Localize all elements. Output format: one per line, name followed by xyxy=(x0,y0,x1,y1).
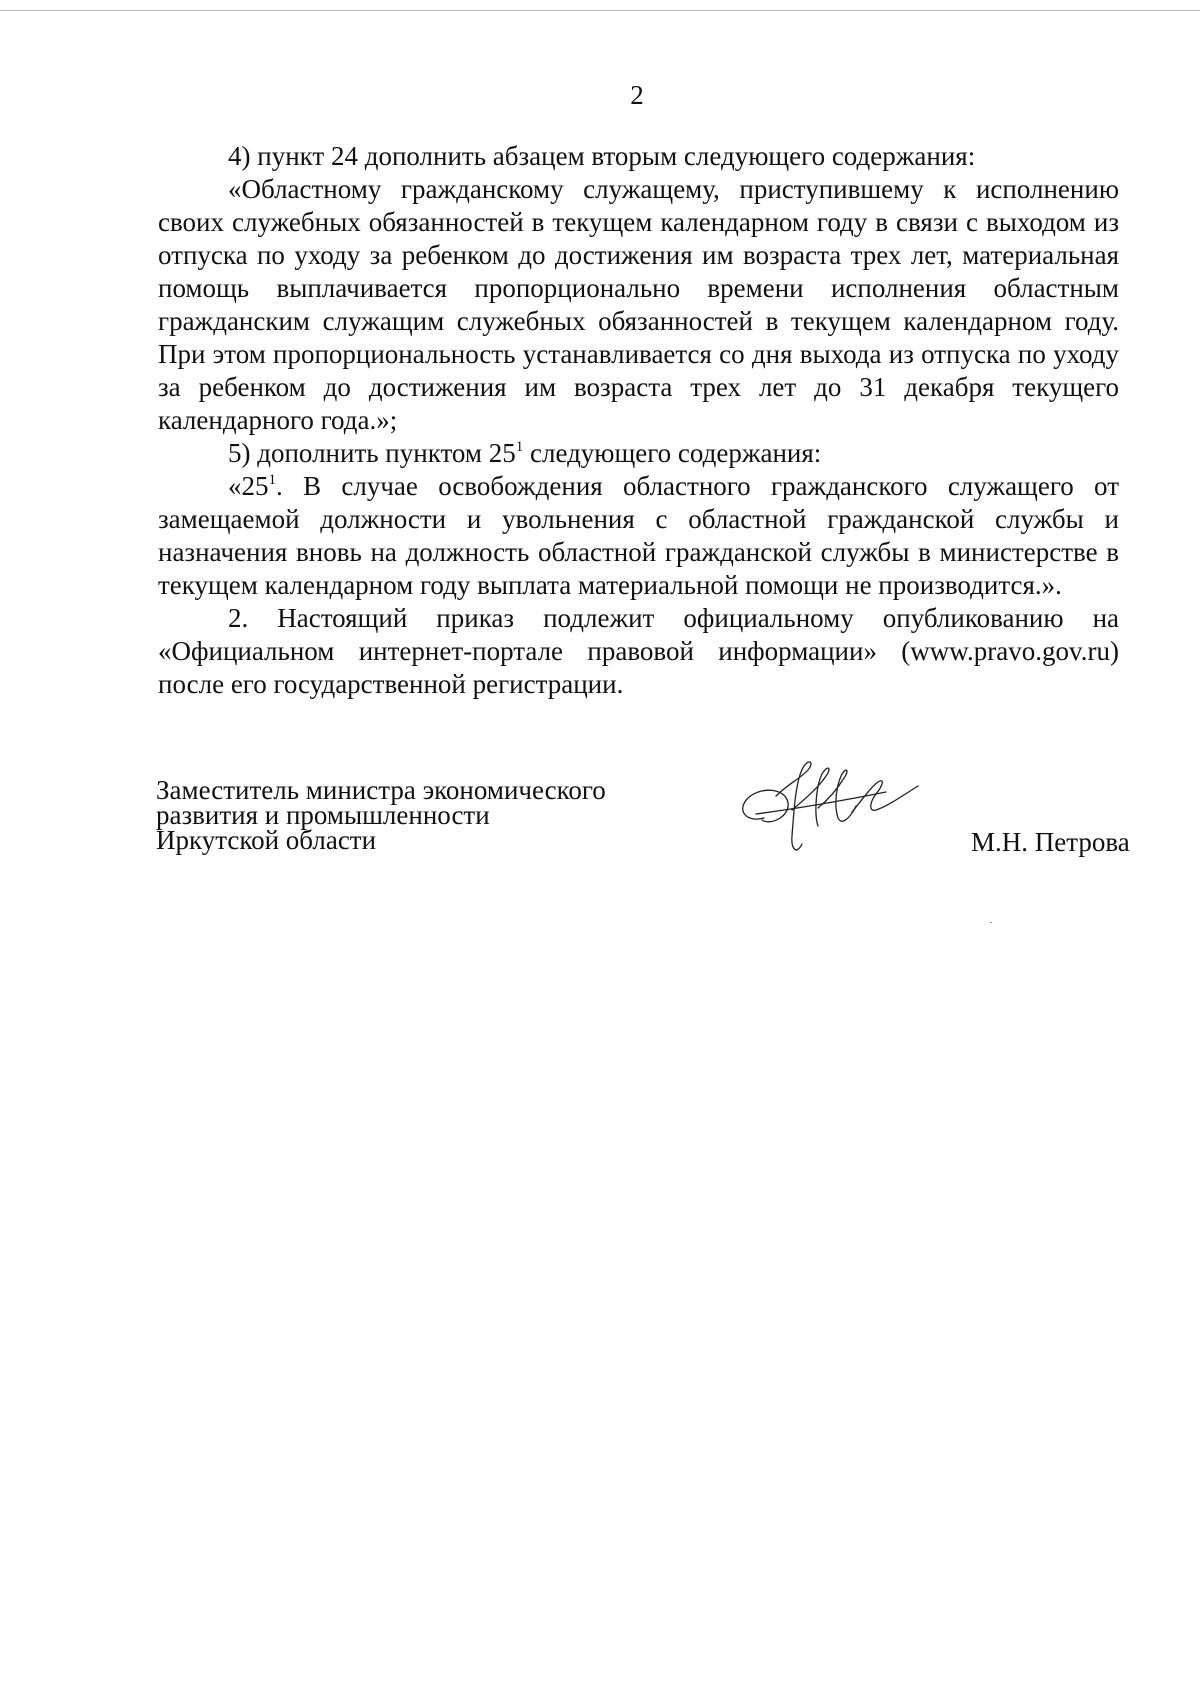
superscript: 1 xyxy=(268,472,276,488)
paragraph-line: выходом из отпуска по уходу за ребенком до достижения им возраста трех лет, xyxy=(158,207,1120,270)
paragraph-line: календарном году. При этом пропорциональность устанавливается со дня xyxy=(158,306,1119,369)
paragraph-line: «Областному гражданскому служащему, приступившему к исполнению xyxy=(228,174,1119,204)
scan-artifact-dot xyxy=(990,922,992,923)
paragraph-text: «25 xyxy=(228,471,269,501)
signer-position xyxy=(156,775,676,855)
paragraph-line: выхода из отпуска по уходу за ребенком до достижения им возраста трех лет xyxy=(158,339,1119,402)
document-body xyxy=(158,140,1119,701)
signer-name: М.Н. Петрова xyxy=(971,827,1130,857)
paragraph-item-5 xyxy=(158,437,1119,470)
signer-position-line: Иркутской области xyxy=(156,825,377,855)
paragraph-line: до 31 декабря текущего календарного года.»; xyxy=(158,372,1120,435)
paragraph-text: следующего содержания: xyxy=(523,438,822,468)
paragraph-text: 4) пункт 24 дополнить абзацем вторым следующего содержания: xyxy=(228,141,976,171)
paragraph-clause-2 xyxy=(158,602,1119,701)
paragraph-text: 2. Настоящий приказ подлежит официальному опубликованию на «Официальном интернет-портале правовой информации» (www.pravo.gov.ru) после его государственной регистрации. xyxy=(158,603,1119,699)
paragraph-quote-24 xyxy=(158,173,1119,437)
paragraph-text: . В случае освобождения областного гражданского служащего от замещаемой должности и увольнения с областной гражданской службы и назначения вновь на должность областной гражданской службы в министерстве в текущем календарном году выплата материальной помощи не производится.». xyxy=(158,471,1119,600)
paragraph-line: областным гражданским служащим служебных обязанностей в текущем xyxy=(158,273,1120,336)
paragraph-line: своих служебных обязанностей в текущем календарном году в связи с xyxy=(158,207,978,237)
signature-block xyxy=(156,775,1156,918)
signer-position-line: Заместитель министра экономического xyxy=(156,775,606,805)
page-number: 2 xyxy=(630,80,644,110)
paragraph-text: 5) дополнить пунктом 25 xyxy=(228,438,516,468)
superscript: 1 xyxy=(515,439,524,455)
paragraph-quote-25-1 xyxy=(158,470,1119,602)
paragraph-item-4 xyxy=(158,140,1119,173)
signer-position-line: развития и промышленности xyxy=(156,800,490,830)
handwritten-signature xyxy=(726,748,926,868)
scan-top-edge xyxy=(0,10,1200,11)
paragraph-line: материальная помощь выплачивается пропорционально времени исполнения xyxy=(158,240,1119,303)
